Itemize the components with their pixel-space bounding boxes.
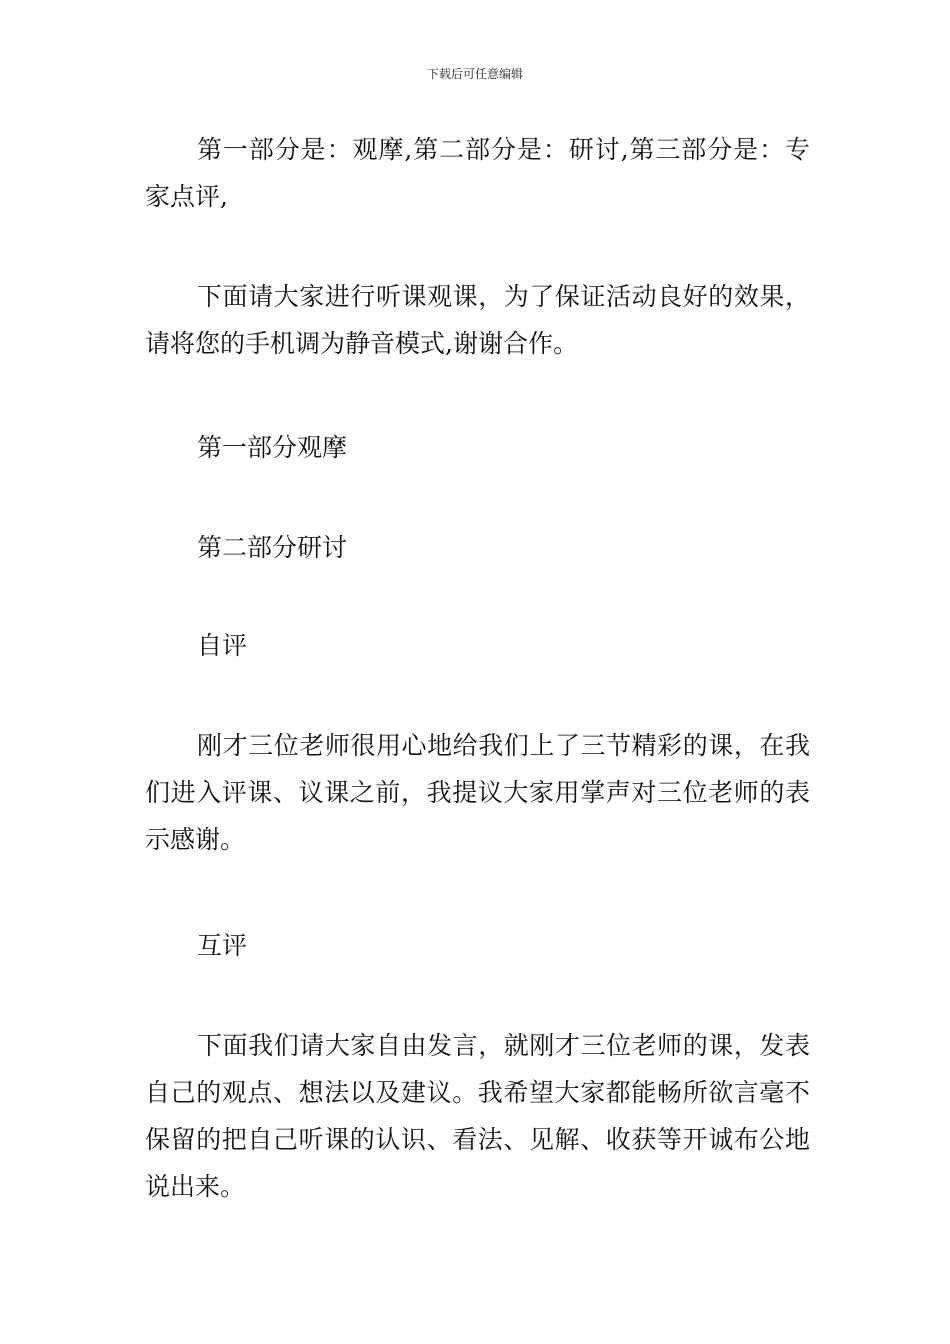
paragraph-agenda: 第一部分是：观摩,第二部分是：研讨,第三部分是：专家点评, <box>145 135 810 211</box>
heading-peer-review: 互评 <box>197 931 248 960</box>
header-note: 下载后可任意编辑 <box>426 67 523 81</box>
paragraph-discussion: 下面我们请大家自由发言，就刚才三位老师的课，发表自己的观点、想法以及建议。我希望大家都能畅所欲言毫不保留的把自己听课的认识、看法、见解、收获等开诚布公地说出来。 <box>145 1031 810 1201</box>
heading-part-one: 第一部分观摩 <box>197 433 348 462</box>
paragraph-phone-notice: 下面请大家进行听课观课，为了保证活动良好的效果，请将您的手机调为静音模式,谢谢合作。 <box>145 282 810 358</box>
heading-self-review: 自评 <box>197 631 248 660</box>
heading-part-two: 第二部分研讨 <box>197 533 348 562</box>
paragraph-thanks: 刚才三位老师很用心地给我们上了三节精彩的课，在我们进入评课、议课之前，我提议大家用掌声对三位老师的表示感谢。 <box>145 731 810 854</box>
